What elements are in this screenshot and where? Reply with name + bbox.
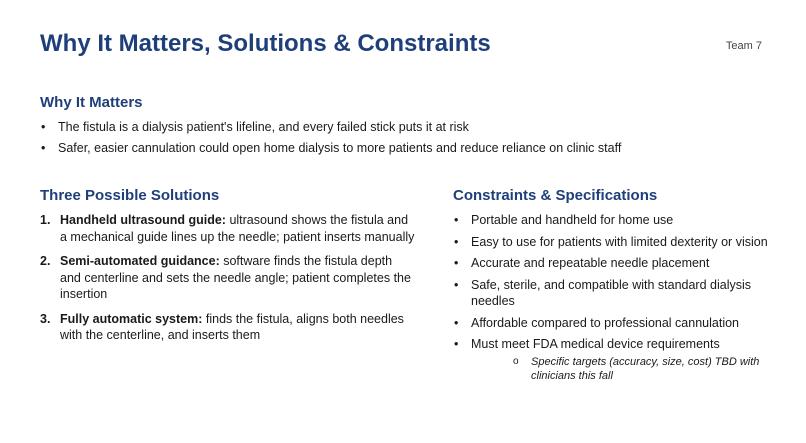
bullet-marker: • (454, 234, 459, 249)
slide-title: Why It Matters, Solutions & Constraints (40, 30, 491, 57)
bullet-marker: • (454, 337, 459, 351)
solution-item-2 (40, 253, 415, 303)
why-bullet-2 (40, 140, 770, 156)
constraint-item-3 (453, 255, 773, 272)
solution-description: finds the fistula, aligns both needles with the centerline, and inserts them (60, 311, 404, 342)
constraint-text: Portable and handheld for home use (471, 213, 674, 227)
solution-number: 2. (40, 254, 51, 268)
constraint-item-5 (453, 315, 773, 332)
constraints-section (453, 187, 773, 389)
constraints-list (453, 212, 773, 384)
solution-number: 3. (40, 311, 51, 326)
constraint-text: Safe, sterile, and compatible with standard dialysis needles (471, 277, 752, 308)
solution-description: software finds the fistula depth and centerline and sets the needle angle; patient completes the insertion (60, 254, 411, 301)
solutions-section (40, 187, 415, 352)
solutions-heading: Three Possible Solutions (40, 187, 220, 204)
bullet-marker: • (454, 315, 459, 330)
why-bullet-text: Safer, easier cannulation could open home dialysis to more patients and reduce reliance on clinic staff (58, 141, 622, 155)
solution-name: Handheld ultrasound guide: (60, 213, 226, 227)
why-bullet-1 (40, 119, 770, 135)
solution-name: Semi-automated guidance: (60, 254, 220, 268)
why-bullet-text: The fistula is a dialysis patient's lifeline, and every failed stick puts it at risk (58, 120, 469, 134)
bullet-marker: • (454, 213, 459, 227)
constraint-sub-item (513, 355, 773, 384)
constraint-item-2 (453, 234, 773, 251)
bullet-marker: • (454, 256, 459, 270)
bullet-marker: • (454, 277, 459, 292)
why-it-matters-section (40, 94, 770, 161)
solution-item-1 (40, 212, 415, 245)
sub-bullet-marker: o (513, 355, 519, 367)
solutions-list (40, 212, 415, 344)
why-it-matters-list (40, 119, 770, 156)
team-label: Team 7 (725, 40, 762, 52)
constraint-item-1 (453, 212, 773, 229)
why-it-matters-heading: Why It Matters (40, 94, 143, 111)
constraint-text: Accurate and repeatable needle placement (471, 256, 710, 270)
constraint-item-6 (453, 336, 773, 384)
constraint-text: Easy to use for patients with limited dexterity or vision (471, 234, 768, 249)
constraint-item-4 (453, 277, 773, 310)
solution-number: 1. (40, 213, 51, 227)
solution-name: Fully automatic system: (60, 311, 203, 326)
solution-description: ultrasound shows the fistula and a mechanical guide lines up the needle; patient inserts manually (60, 213, 415, 244)
bullet-marker: • (41, 120, 46, 134)
constraints-heading: Constraints & Specifications (453, 187, 658, 204)
bullet-marker: • (41, 141, 46, 155)
constraint-sub-text: Specific targets (accuracy, size, cost) TBD with clinicians this fall (531, 355, 760, 382)
solution-item-3 (40, 311, 415, 344)
constraint-text: Must meet FDA medical device requirements (471, 337, 720, 351)
constraint-text: Affordable compared to professional cannulation (471, 315, 739, 330)
